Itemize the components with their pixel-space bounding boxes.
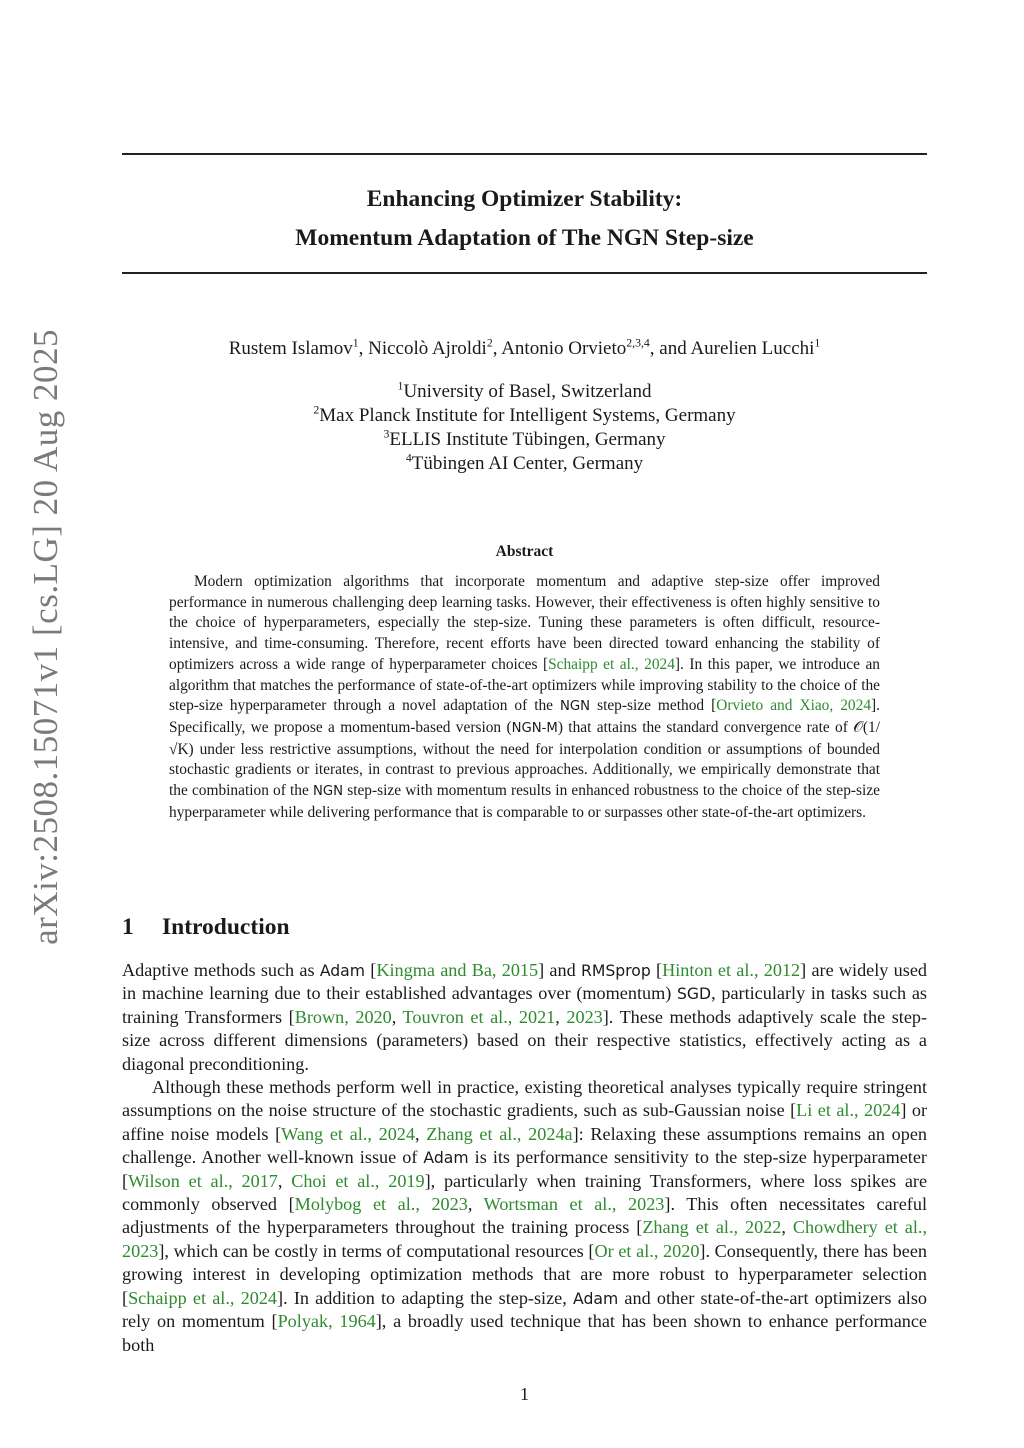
- affiliation-mark: 4: [405, 451, 412, 465]
- citation-author: Schaipp et al.: [128, 1287, 230, 1308]
- abstract-segment: ]. In this paper, we introduce an algorithm that matches the performance of state-of-the-art optimizers while improving stability to the choice of the step-size hyperparameter through a novel adaptation of the: [169, 655, 880, 715]
- author-affiliation-mark: 2,3,4: [626, 336, 650, 350]
- citation-link[interactable]: Schaipp et al., 2024: [128, 1287, 278, 1308]
- text-segment: Adaptive methods such as: [122, 960, 320, 980]
- affiliation-text: Tübingen AI Center, Germany: [411, 453, 644, 474]
- section-title: Introduction: [162, 914, 290, 940]
- author-separator: ,: [358, 338, 369, 359]
- text-segment: ]. These methods adaptively scale the step-size across different dimensions (parameters) based on their respective statistics, effectively acting as a diagonal preconditioning.: [122, 1006, 928, 1074]
- affiliation: [122, 428, 927, 452]
- text-segment: [: [650, 960, 663, 980]
- author-name: Rustem Islamov: [228, 338, 353, 359]
- citation-link[interactable]: Brown, 2020: [294, 1006, 392, 1027]
- author-list: [122, 337, 927, 361]
- text-segment: , particularly in tasks such as training Transformers [: [122, 983, 927, 1027]
- page-number: 1: [520, 1384, 529, 1404]
- method-name: Adam: [319, 961, 366, 980]
- citation-author: Hinton et al.: [662, 960, 754, 980]
- citation-link[interactable]: Wang et al., 2024: [281, 1123, 415, 1144]
- citation-link[interactable]: Wilson et al., 2017: [128, 1170, 278, 1191]
- author-name: Antonio Orvieto: [501, 338, 627, 359]
- author-affiliation-mark: 1: [352, 336, 359, 350]
- author-name: Niccolò Ajroldi: [368, 338, 487, 359]
- citation-author: Wortsman et al.: [483, 1194, 612, 1215]
- arxiv-sidebar: [18, 0, 74, 1448]
- citation-author: Li et al.: [796, 1100, 854, 1121]
- abstract-segment: Modern optimization algorithms that incorporate momentum and adaptive step-size offer improved performance in numerous challenging deep learning tasks. However, their effectiveness is often highly sensitive to the choice of hyperparameters, especially the step-size. Tuning these parameters is often difficult, resource-intensive, and time-consuming. Therefore, recent efforts have been directed toward enhancing the stability of optimizers across a wide range of hyperparameter choices [: [169, 573, 880, 673]
- citation-author: Kingma and Ba: [376, 960, 492, 980]
- citation-year: 2023: [628, 1194, 665, 1215]
- text-segment: ]. In addition to adapting the step-size,: [277, 1287, 574, 1308]
- text-segment: ]. This often necessitates careful adjustments of the hyperparameters throughout the training process [: [122, 1194, 928, 1238]
- affiliation-text: Max Planck Institute for Intelligent Systems, Germany: [319, 405, 736, 426]
- citation-year: 2023: [122, 1240, 159, 1261]
- method-name: Adam: [423, 1148, 469, 1168]
- title-top-rule: [122, 153, 927, 155]
- title-bottom-rule: [122, 272, 927, 274]
- citation-author: Zhang et al.: [426, 1123, 517, 1144]
- citation-link[interactable]: Touvron et al., 2021: [402, 1006, 556, 1027]
- citation-year: 2024a: [528, 1123, 573, 1144]
- method-name: Adam: [573, 1288, 619, 1308]
- abstract-segment: ]. Specifically, we propose a momentum-based version (: [169, 697, 880, 736]
- text-segment: ] and: [538, 960, 581, 980]
- method-name: SGD: [677, 984, 712, 1004]
- title-line-2: Momentum Adaptation of The NGN Step-size: [295, 225, 754, 251]
- text-segment: ] or affine noise models [: [122, 1100, 927, 1144]
- text-segment: ], a broadly used technique that has been shown to enhance performance both: [122, 1311, 927, 1355]
- citation-author: Choi et al.: [291, 1170, 375, 1191]
- citation-year: 2024: [840, 697, 872, 715]
- affiliation: [122, 452, 927, 476]
- affiliation-mark: 2: [313, 403, 320, 417]
- abstract-segment: under less restrictive assumptions, without the need for interpolation condition or assumptions of bounded stochastic gradients or iterates, in contrast to previous approaches. Additionally, we empirically demonstrate that the combination of the: [169, 740, 880, 800]
- text-segment: ], which can be costly in terms of computational resources [: [158, 1240, 595, 1261]
- citation-author: Chowdhery et al.: [792, 1217, 923, 1238]
- citation-link[interactable]: Zhang et al., 2022: [642, 1217, 782, 1238]
- citation-link[interactable]: Choi et al., 2019: [291, 1170, 425, 1191]
- text-segment: ], particularly when training Transformers, where loss spikes are commonly observed [: [122, 1170, 928, 1215]
- convergence-rate-formula: 𝒪(1/√K): [169, 718, 880, 758]
- citation-author: Polyak: [277, 1311, 329, 1332]
- citation-year: 2023: [566, 1006, 603, 1027]
- paragraph: Although these methods perform well in practice, existing theoretical analyses typically require stringent assumptions on the noise structure of the stochastic gradients, such as sub-Gaussian noise [Li et al., 2024] or affine noise models [Wang et al., 2024, Zhang et al., 2024a]: Relaxing these assumptions remains an open challenge. Another well-known issue of Adam is its performance sensitivity to the step-size hyperparameter [Wilson et al., 2017, Choi et al., 2019], particularly when training Transformers, where loss spikes are commonly observed [Molybog et al., 2023, Wortsman et al., 2023]. This often necessitates careful adjustments of the hyperparameters throughout the training process [Zhang et al., 2022, Chowdhery et al., 2023], which can be costly in terms of computational resources [Or et al., 2020]. Consequently, there has been growing interest in developing optimization methods that are more robust to hyperparameter selection [Schaipp et al., 2024]. In addition to adapting the step-size, Adam and other state-of-the-art optimizers also rely on momentum [Polyak, 1964], a broadly used technique that has been shown to enhance performance both: [122, 1077, 928, 1355]
- citation-author: Or et al.: [594, 1240, 654, 1261]
- citation-link[interactable]: Zhang et al., 2024a: [426, 1123, 573, 1144]
- text-segment: ]: Relaxing these assumptions remains an open challenge. Another well-known issue of: [122, 1123, 927, 1168]
- citation-year: 2019: [388, 1170, 425, 1191]
- citation-year: 2022: [745, 1217, 782, 1238]
- citation-year: 2024: [378, 1123, 415, 1144]
- affiliation: [122, 380, 927, 404]
- citation-year: 2012: [763, 960, 801, 980]
- author-affiliation-mark: 2: [486, 336, 493, 350]
- citation-link[interactable]: Chowdhery et al., 2023: [122, 1217, 928, 1261]
- citation-year: 2020: [355, 1006, 392, 1027]
- citation-year: 2024: [240, 1287, 278, 1308]
- citation-year: 2024: [644, 655, 675, 673]
- citation-author: Wang et al.: [281, 1123, 368, 1144]
- citation-year: 2020: [663, 1240, 700, 1261]
- citation-link[interactable]: Orvieto and Xiao, 2024: [716, 697, 872, 715]
- citation-year: 2021: [518, 1006, 556, 1027]
- citation-author: Orvieto and Xiao: [716, 697, 830, 715]
- title-line-1: Enhancing Optimizer Stability:: [366, 186, 683, 212]
- citation-link[interactable]: Schaipp et al., 2024: [548, 655, 675, 673]
- citation-author: Touvron et al.: [402, 1006, 508, 1027]
- citation-year: 2015: [501, 960, 539, 980]
- text-segment: and other state-of-the-art optimizers also rely on momentum [: [122, 1287, 927, 1332]
- affiliation: [122, 404, 927, 428]
- text-segment: ] are widely used in machine learning due to their established advantages over (momentum): [122, 960, 927, 1004]
- affiliation-text: University of Basel, Switzerland: [403, 381, 652, 402]
- method-name: NGN: [560, 699, 591, 715]
- citation-year: 2023: [431, 1194, 468, 1215]
- citation-year: 1964: [339, 1311, 376, 1332]
- text-segment: is its performance sensitivity to the step-size hyperparameter [: [122, 1147, 927, 1191]
- citation-link[interactable]: Kingma and Ba, 2015: [376, 960, 539, 980]
- citation-year: 2024: [863, 1100, 901, 1121]
- citation-link[interactable]: Wortsman et al., 2023: [483, 1194, 665, 1215]
- section-number: 1: [122, 914, 134, 940]
- affiliation-list: [122, 380, 927, 476]
- method-name: NGN: [312, 784, 344, 800]
- author-separator: , and: [649, 338, 691, 359]
- paragraph: Adaptive methods such as Adam [Kingma and Ba, 2015] and RMSprop [Hinton et al., 2012] are widely used in machine learning due to their established advantages over (momentum) SGD, particularly in tasks such as training Transformers [Brown, 2020, Touvron et al., 2021, 2023]. These methods adaptively scale the step-size across different dimensions (parameters) based on their respective statistics, effectively acting as a diagonal preconditioning.: [122, 960, 928, 1074]
- abstract-heading: Abstract: [495, 543, 554, 560]
- citation-author: Schaipp et al.: [548, 655, 635, 673]
- affiliation-mark: 1: [397, 379, 404, 393]
- abstract-segment: step-size with momentum results in enhanced robustness to the choice of the step-size hyperparameter while delivering performance that is comparable to or surpasses other state-of-the-art optimizers.: [169, 782, 880, 821]
- citation-author: Molybog et al.: [294, 1194, 416, 1215]
- citation-author: Wilson et al.: [128, 1170, 229, 1191]
- affiliation-mark: 3: [383, 427, 390, 441]
- citation-author: Zhang et al.: [642, 1217, 734, 1238]
- paper-title: [122, 180, 927, 258]
- text-segment: [: [365, 960, 377, 980]
- author-separator: ,: [492, 338, 502, 359]
- section-heading: [122, 911, 290, 943]
- introduction-body: [122, 959, 927, 1357]
- citation-link[interactable]: Li et al., 2024: [796, 1100, 901, 1121]
- citation-author: Brown: [294, 1006, 345, 1027]
- abstract-segment: ) that attains the standard convergence rate of: [557, 718, 854, 736]
- method-name: RMSprop: [580, 961, 651, 980]
- abstract-text: [169, 572, 880, 823]
- citation-link[interactable]: Hinton et al., 2012: [662, 960, 801, 980]
- citation-link[interactable]: [566, 1007, 602, 1027]
- author-affiliation-mark: 1: [814, 336, 821, 350]
- text-segment: Although these methods perform well in practice, existing theoretical analyses typically require stringent assumptions on the noise structure of the stochastic gradients, such as sub-Gaussian noise [: [122, 1077, 927, 1121]
- citation-link[interactable]: Molybog et al., 2023: [294, 1194, 468, 1215]
- author-name: Aurelien Lucchi: [690, 338, 815, 359]
- citation-link[interactable]: Or et al., 2020: [594, 1240, 700, 1261]
- citation-year: 2017: [241, 1170, 278, 1191]
- arxiv-identifier: arXiv:2508.15071v1 [cs.LG] 20 Aug 2025: [26, 328, 65, 945]
- abstract-segment: step-size method [: [590, 697, 717, 715]
- affiliation-text: ELLIS Institute Tübingen, Germany: [389, 429, 666, 450]
- method-name: NGN-M: [511, 720, 558, 736]
- text-segment: ]. Consequently, there has been growing interest in developing optimization methods that are more robust to hyperparameter selection [: [122, 1240, 928, 1308]
- citation-link[interactable]: Polyak, 1964: [277, 1311, 376, 1332]
